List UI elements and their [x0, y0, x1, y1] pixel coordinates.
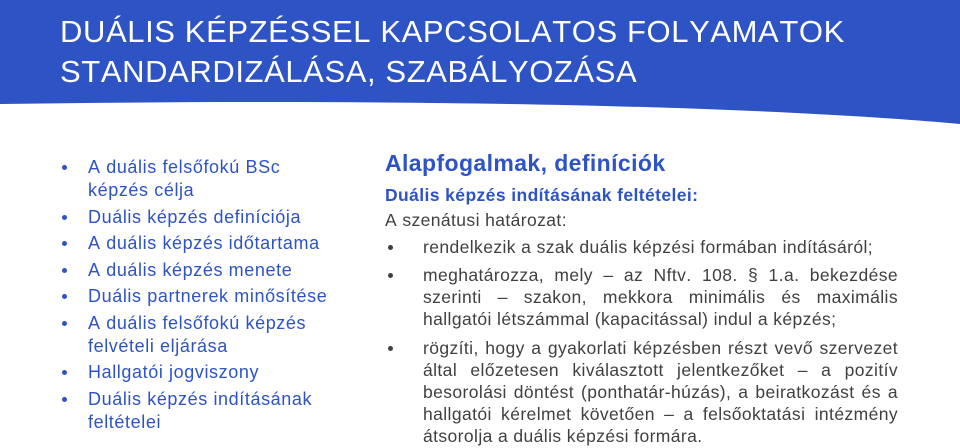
bullet-icon — [62, 268, 67, 273]
bullet-icon — [62, 294, 67, 299]
topic-item-label: Duális képzés definíciója — [88, 206, 302, 227]
topic-item — [62, 361, 339, 384]
slide-title: DUÁLIS KÉPZÉSSEL KAPCSOLATOS FOLYAMATOK STANDARDIZÁLÁSA, SZABÁLYOZÁSA — [60, 14, 845, 89]
topic-item-label: A duális képzés időtartama — [88, 233, 320, 253]
topic-list — [62, 156, 339, 437]
bullet-icon — [388, 273, 393, 278]
bullet-icon — [388, 245, 393, 250]
bullet-icon — [62, 241, 67, 246]
resolution-intro: A szenátusi határozat: — [385, 210, 567, 230]
bullet-icon — [62, 321, 67, 326]
section-subheading: Duális képzés indításának feltételei: — [385, 185, 699, 205]
resolution-list — [388, 236, 905, 447]
topic-item — [62, 156, 339, 202]
topic-item — [62, 285, 339, 308]
topic-item-label: A duális felsőfokú BSc képzés célja — [88, 157, 281, 200]
bullet-icon — [62, 370, 67, 375]
resolution-item — [388, 337, 898, 447]
section-heading: Alapfogalmak, definíciók — [385, 150, 666, 176]
topic-item — [62, 388, 339, 434]
topic-item-label: Duális képzés indításának feltételei — [88, 388, 313, 432]
topic-item — [62, 312, 339, 358]
topic-item-label: A duális felsőfokú képzés felvételi eljárása — [88, 312, 307, 356]
bullet-icon — [62, 397, 67, 402]
topic-item — [62, 259, 339, 282]
topic-item-label: A duális képzés menete — [88, 259, 293, 280]
bullet-icon — [388, 346, 393, 351]
bullet-icon — [62, 215, 67, 220]
resolution-item-text: meghatározza, mely – az Nftv. 108. § 1.a. bekezdése szerinti – szakon, mekkora minimális és maximális hallgatói létszámmal (kapacitással) indul a képzés; — [423, 265, 898, 329]
topic-item — [62, 232, 339, 255]
resolution-item — [388, 236, 898, 258]
topic-item — [62, 206, 339, 229]
bullet-icon — [62, 165, 67, 170]
topic-item-label: Duális partnerek minősítése — [88, 286, 328, 306]
resolution-item-text: rögzíti, hogy a gyakorlati képzésben részt vevő szervezet által előzetesen kiválasztott jelentkezőket – a pozitív besorolási döntést (ponthatár-húzás), a beiratkozást és a hallgatói kérelmet követően – a felsőoktatási intézmény átsorolja a duális képzési formára. — [423, 338, 898, 446]
content-panel — [385, 150, 905, 447]
topic-item-label: Hallgatói jogviszony — [88, 362, 260, 382]
resolution-item-text: rendelkezik a szak duális képzési formában indításáról; — [423, 237, 873, 257]
resolution-item — [388, 264, 898, 330]
